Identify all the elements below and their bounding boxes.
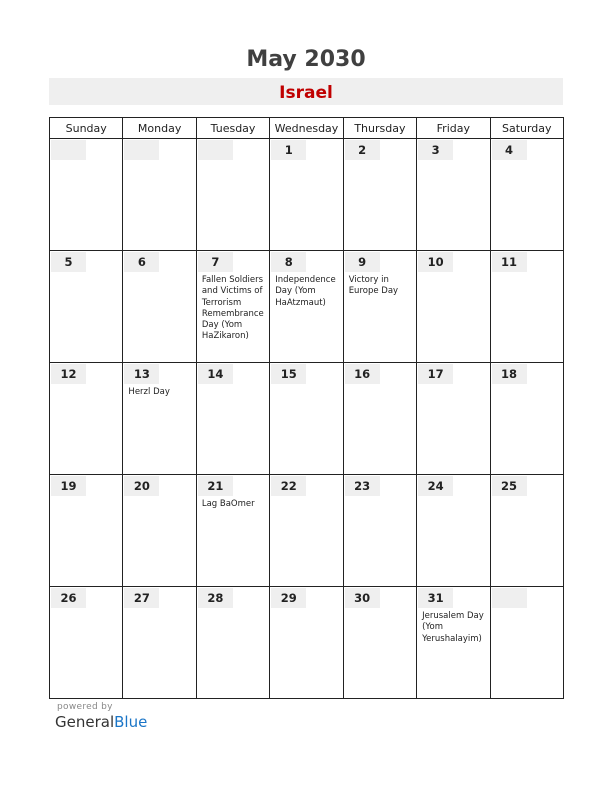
day-number xyxy=(492,588,527,608)
page-title: May 2030 xyxy=(246,47,366,72)
day-number: 31 xyxy=(418,588,453,608)
day-cell xyxy=(270,139,343,251)
brand-text-general: General xyxy=(55,713,115,731)
day-cell xyxy=(123,587,196,699)
day-cell xyxy=(123,363,196,475)
day-cell xyxy=(490,475,563,587)
day-cell xyxy=(417,363,490,475)
holiday-event: Independence Day (Yom HaAtzmaut) xyxy=(275,275,336,308)
day-number: 10 xyxy=(418,252,453,272)
day-cell xyxy=(343,363,416,475)
powered-by-label: powered by xyxy=(57,702,113,712)
day-number xyxy=(124,140,159,160)
weekday-header: Thursday xyxy=(343,118,416,139)
day-number: 21 xyxy=(198,476,233,496)
day-number xyxy=(51,140,86,160)
brand-logo[interactable] xyxy=(55,713,147,731)
day-cell xyxy=(50,139,123,251)
day-cell xyxy=(196,587,269,699)
day-cell xyxy=(343,251,416,363)
day-number: 6 xyxy=(124,252,159,272)
holiday-event: Jerusalem Day (Yom Yerushalayim) xyxy=(422,611,484,644)
holiday-event: Victory in Europe Day xyxy=(348,275,399,297)
day-cell xyxy=(50,251,123,363)
day-number: 30 xyxy=(345,588,380,608)
weekday-header-row xyxy=(50,118,564,139)
day-number: 9 xyxy=(345,252,380,272)
day-cell xyxy=(196,251,269,363)
day-cell xyxy=(490,139,563,251)
day-number: 4 xyxy=(492,140,527,160)
week-row xyxy=(50,139,564,251)
week-row xyxy=(50,251,564,363)
day-cell xyxy=(343,475,416,587)
day-number: 17 xyxy=(418,364,453,384)
brand-text-blue: Blue xyxy=(114,713,148,731)
holiday-event: Lag BaOmer xyxy=(201,499,255,509)
day-cell xyxy=(490,587,563,699)
country-name: Israel xyxy=(279,83,333,103)
week-row xyxy=(50,363,564,475)
holiday-event: Herzl Day xyxy=(128,387,170,397)
day-number: 7 xyxy=(198,252,233,272)
day-cell xyxy=(123,251,196,363)
day-number: 24 xyxy=(418,476,453,496)
day-number: 29 xyxy=(271,588,306,608)
day-cell xyxy=(50,363,123,475)
weekday-header: Tuesday xyxy=(196,118,269,139)
day-number: 20 xyxy=(124,476,159,496)
day-number: 1 xyxy=(271,140,306,160)
day-cell xyxy=(50,587,123,699)
day-cell xyxy=(123,475,196,587)
week-row xyxy=(50,475,564,587)
day-number: 14 xyxy=(198,364,233,384)
day-number: 2 xyxy=(345,140,380,160)
weekday-header: Monday xyxy=(123,118,196,139)
day-cell xyxy=(196,363,269,475)
day-cell xyxy=(343,139,416,251)
day-number: 19 xyxy=(51,476,86,496)
day-cell xyxy=(196,475,269,587)
day-cell xyxy=(123,139,196,251)
day-cell xyxy=(343,587,416,699)
day-number: 28 xyxy=(198,588,233,608)
day-cell xyxy=(490,251,563,363)
day-number: 18 xyxy=(492,364,527,384)
day-number: 13 xyxy=(124,364,159,384)
day-number: 12 xyxy=(51,364,86,384)
weekday-header: Wednesday xyxy=(270,118,343,139)
day-number: 8 xyxy=(271,252,306,272)
day-number: 5 xyxy=(51,252,86,272)
day-number: 26 xyxy=(51,588,86,608)
day-cell xyxy=(196,139,269,251)
day-cell xyxy=(417,475,490,587)
day-number xyxy=(198,140,233,160)
week-row xyxy=(50,587,564,699)
day-number: 3 xyxy=(418,140,453,160)
weekday-header: Friday xyxy=(417,118,490,139)
holiday-event: Fallen Soldiers and Victims of Terrorism Remembrance Day (Yom HaZikaron) xyxy=(201,275,264,342)
calendar-grid xyxy=(49,117,564,699)
day-cell xyxy=(270,363,343,475)
day-number: 25 xyxy=(492,476,527,496)
day-number: 22 xyxy=(271,476,306,496)
day-number: 27 xyxy=(124,588,159,608)
weekday-header: Saturday xyxy=(490,118,563,139)
day-number: 15 xyxy=(271,364,306,384)
day-number: 11 xyxy=(492,252,527,272)
day-number: 16 xyxy=(345,364,380,384)
day-cell xyxy=(490,363,563,475)
day-cell xyxy=(417,587,490,699)
day-cell xyxy=(417,251,490,363)
day-cell xyxy=(50,475,123,587)
day-cell xyxy=(270,475,343,587)
day-number: 23 xyxy=(345,476,380,496)
day-cell xyxy=(417,139,490,251)
day-cell xyxy=(270,251,343,363)
weekday-header: Sunday xyxy=(50,118,123,139)
day-cell xyxy=(270,587,343,699)
